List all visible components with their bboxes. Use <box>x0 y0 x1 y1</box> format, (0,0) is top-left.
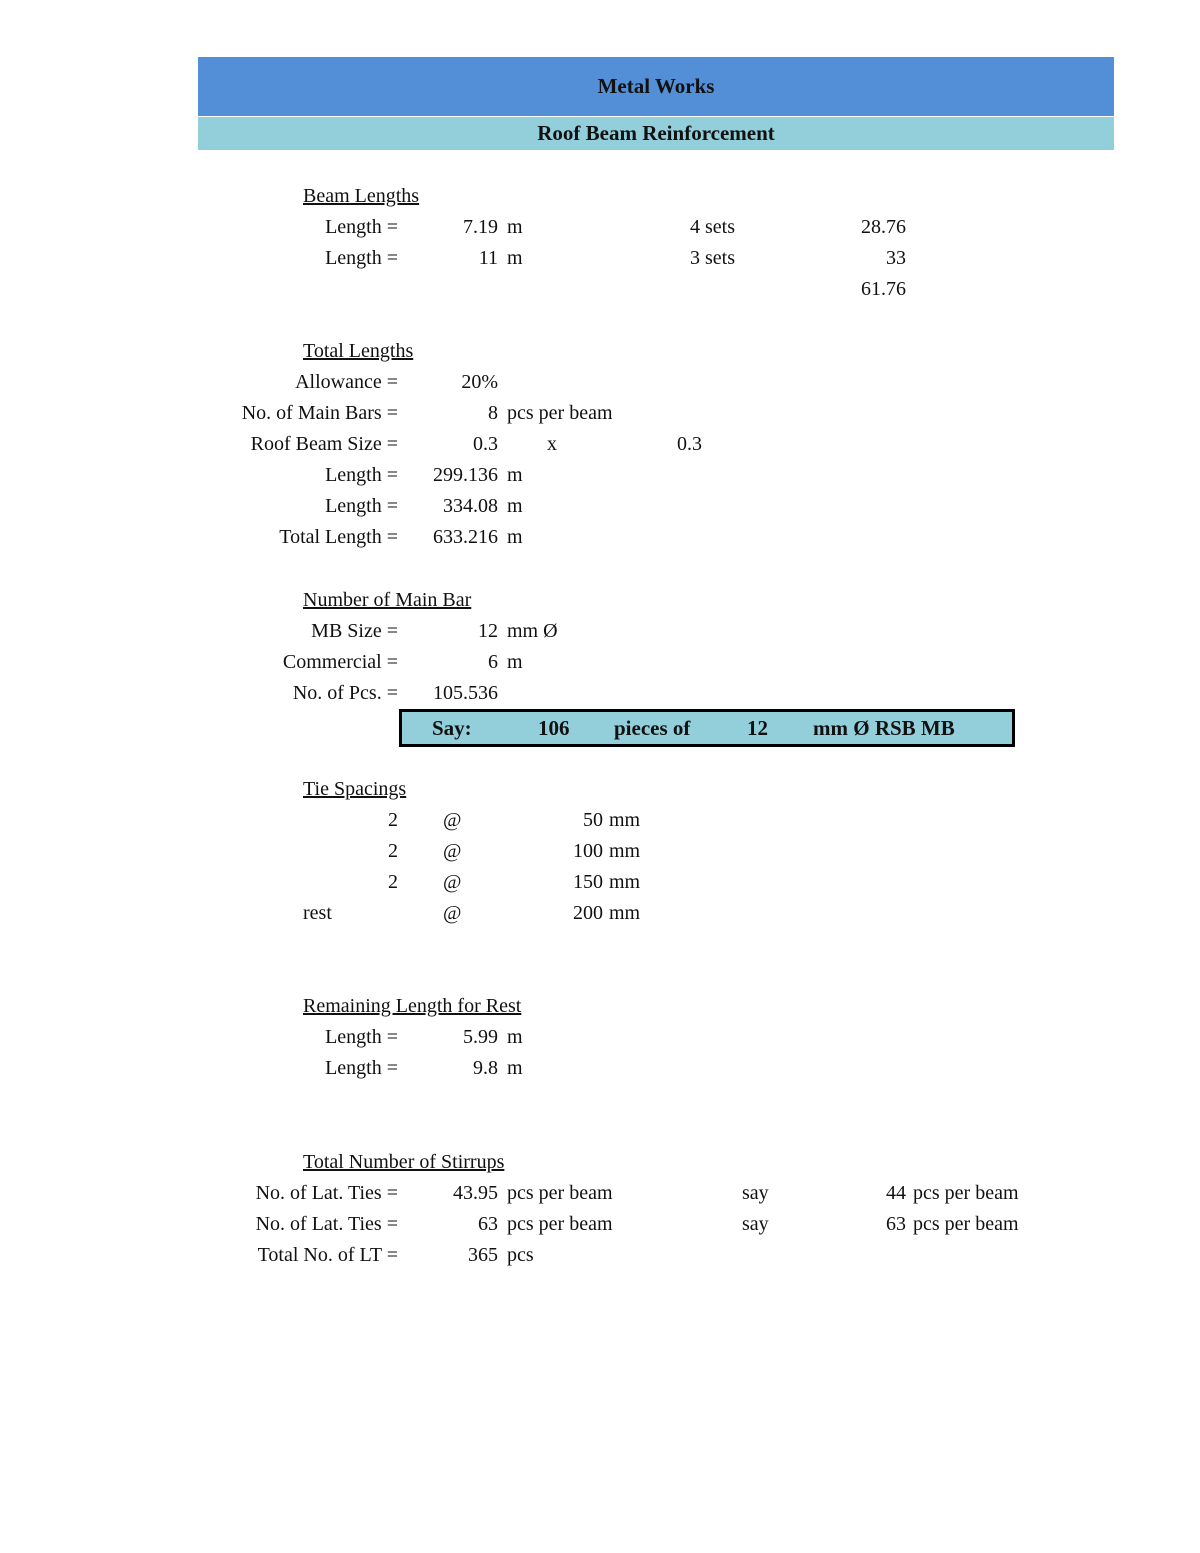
tie-unit: mm <box>609 809 641 831</box>
say-label: Say: <box>432 716 472 740</box>
tie-count: 2 <box>388 840 398 862</box>
length1-value: 299.136 <box>433 464 498 486</box>
length1-label: Length = <box>325 464 398 486</box>
tie-at: @ <box>443 840 462 862</box>
main-bars-unit: pcs per beam <box>507 402 613 424</box>
say-count: 106 <box>538 716 570 740</box>
tie-spacing: 100 <box>573 840 603 862</box>
lat-ties-label: No. of Lat. Ties = <box>255 1182 398 1204</box>
total-length-unit: m <box>507 526 523 548</box>
allowance-label: Allowance = <box>295 371 398 393</box>
lat-ties-say-unit: pcs per beam <box>913 1213 1019 1235</box>
tie-count: 2 <box>388 871 398 893</box>
beam-length-product: 33 <box>886 247 906 269</box>
lat-ties-say-value: 44 <box>886 1182 906 1204</box>
tie-spacing: 200 <box>573 902 603 924</box>
beam-length-label: Length = <box>325 247 398 269</box>
main-bars-label: No. of Main Bars = <box>241 402 398 424</box>
main-bars-value: 8 <box>488 402 498 424</box>
total-length-value: 633.216 <box>433 526 498 548</box>
allowance-value: 20% <box>461 371 498 393</box>
tie-at: @ <box>443 902 462 924</box>
mb-size-unit: mm Ø <box>507 620 558 642</box>
commercial-label: Commercial = <box>282 651 398 673</box>
mb-size-label: MB Size = <box>311 620 398 642</box>
length1-unit: m <box>507 464 523 486</box>
say-result-box <box>399 709 1015 747</box>
beam-length-product: 28.76 <box>861 216 906 238</box>
sheet-subtitle-text: Roof Beam Reinforcement <box>537 121 775 145</box>
main-bar-heading: Number of Main Bar <box>303 589 472 611</box>
commercial-value: 6 <box>488 651 498 673</box>
beam-lengths-heading: Beam Lengths <box>303 185 420 207</box>
lat-ties-say: say <box>742 1182 769 1204</box>
say-size: 12 <box>747 716 768 740</box>
sheet-title <box>198 57 1114 116</box>
beam-size-width: 0.3 <box>473 433 498 455</box>
tie-spacings-heading: Tie Spacings <box>303 778 407 800</box>
beam-size-height: 0.3 <box>677 433 702 455</box>
pcs-value: 105.536 <box>433 682 498 704</box>
lat-ties-unit: pcs per beam <box>507 1182 613 1204</box>
length2-label: Length = <box>325 495 398 517</box>
beam-length-value: 7.19 <box>463 216 498 238</box>
beam-length-unit: m <box>507 247 523 269</box>
tie-unit: mm <box>609 902 641 924</box>
remaining-length-value: 9.8 <box>473 1057 498 1079</box>
tie-spacing: 150 <box>573 871 603 893</box>
total-lt-label: Total No. of LT = <box>257 1244 398 1266</box>
tie-count: 2 <box>388 809 398 831</box>
total-length-label: Total Length = <box>279 526 398 548</box>
say-suffix: mm Ø RSB MB <box>813 716 955 740</box>
remaining-length-value: 5.99 <box>463 1026 498 1048</box>
pcs-label: No. of Pcs. = <box>292 682 398 704</box>
say-pieces-of: pieces of <box>614 716 691 740</box>
tie-count: rest <box>303 902 332 924</box>
lat-ties-say-unit: pcs per beam <box>913 1182 1019 1204</box>
beam-size-x: x <box>547 433 557 455</box>
total-lt-value: 365 <box>468 1244 498 1266</box>
tie-unit: mm <box>609 871 641 893</box>
beam-size-label: Roof Beam Size = <box>250 433 398 455</box>
commercial-unit: m <box>507 651 523 673</box>
length2-value: 334.08 <box>443 495 498 517</box>
remaining-heading: Remaining Length for Rest <box>303 995 522 1017</box>
mb-size-value: 12 <box>478 620 498 642</box>
lat-ties-value: 63 <box>478 1213 498 1235</box>
remaining-length-label: Length = <box>325 1057 398 1079</box>
total-lengths-heading: Total Lengths <box>303 340 414 362</box>
beam-length-sets: 3 sets <box>690 247 735 269</box>
lat-ties-say: say <box>742 1213 769 1235</box>
tie-at: @ <box>443 871 462 893</box>
remaining-length-label: Length = <box>325 1026 398 1048</box>
tie-spacing: 50 <box>583 809 603 831</box>
lat-ties-value: 43.95 <box>453 1182 498 1204</box>
remaining-length-unit: m <box>507 1026 523 1048</box>
beam-length-sum: 61.76 <box>861 278 906 300</box>
lat-ties-label: No. of Lat. Ties = <box>255 1213 398 1235</box>
sheet-subtitle <box>198 117 1114 150</box>
lat-ties-say-value: 63 <box>886 1213 906 1235</box>
remaining-length-unit: m <box>507 1057 523 1079</box>
total-lt-unit: pcs <box>507 1244 534 1266</box>
lat-ties-unit: pcs per beam <box>507 1213 613 1235</box>
tie-unit: mm <box>609 840 641 862</box>
beam-length-value: 11 <box>478 247 498 269</box>
beam-length-unit: m <box>507 216 523 238</box>
beam-length-label: Length = <box>325 216 398 238</box>
stirrups-heading: Total Number of Stirrups <box>303 1151 505 1173</box>
sheet-title-text: Metal Works <box>597 74 715 98</box>
beam-length-sets: 4 sets <box>690 216 735 238</box>
length2-unit: m <box>507 495 523 517</box>
tie-at: @ <box>443 809 462 831</box>
